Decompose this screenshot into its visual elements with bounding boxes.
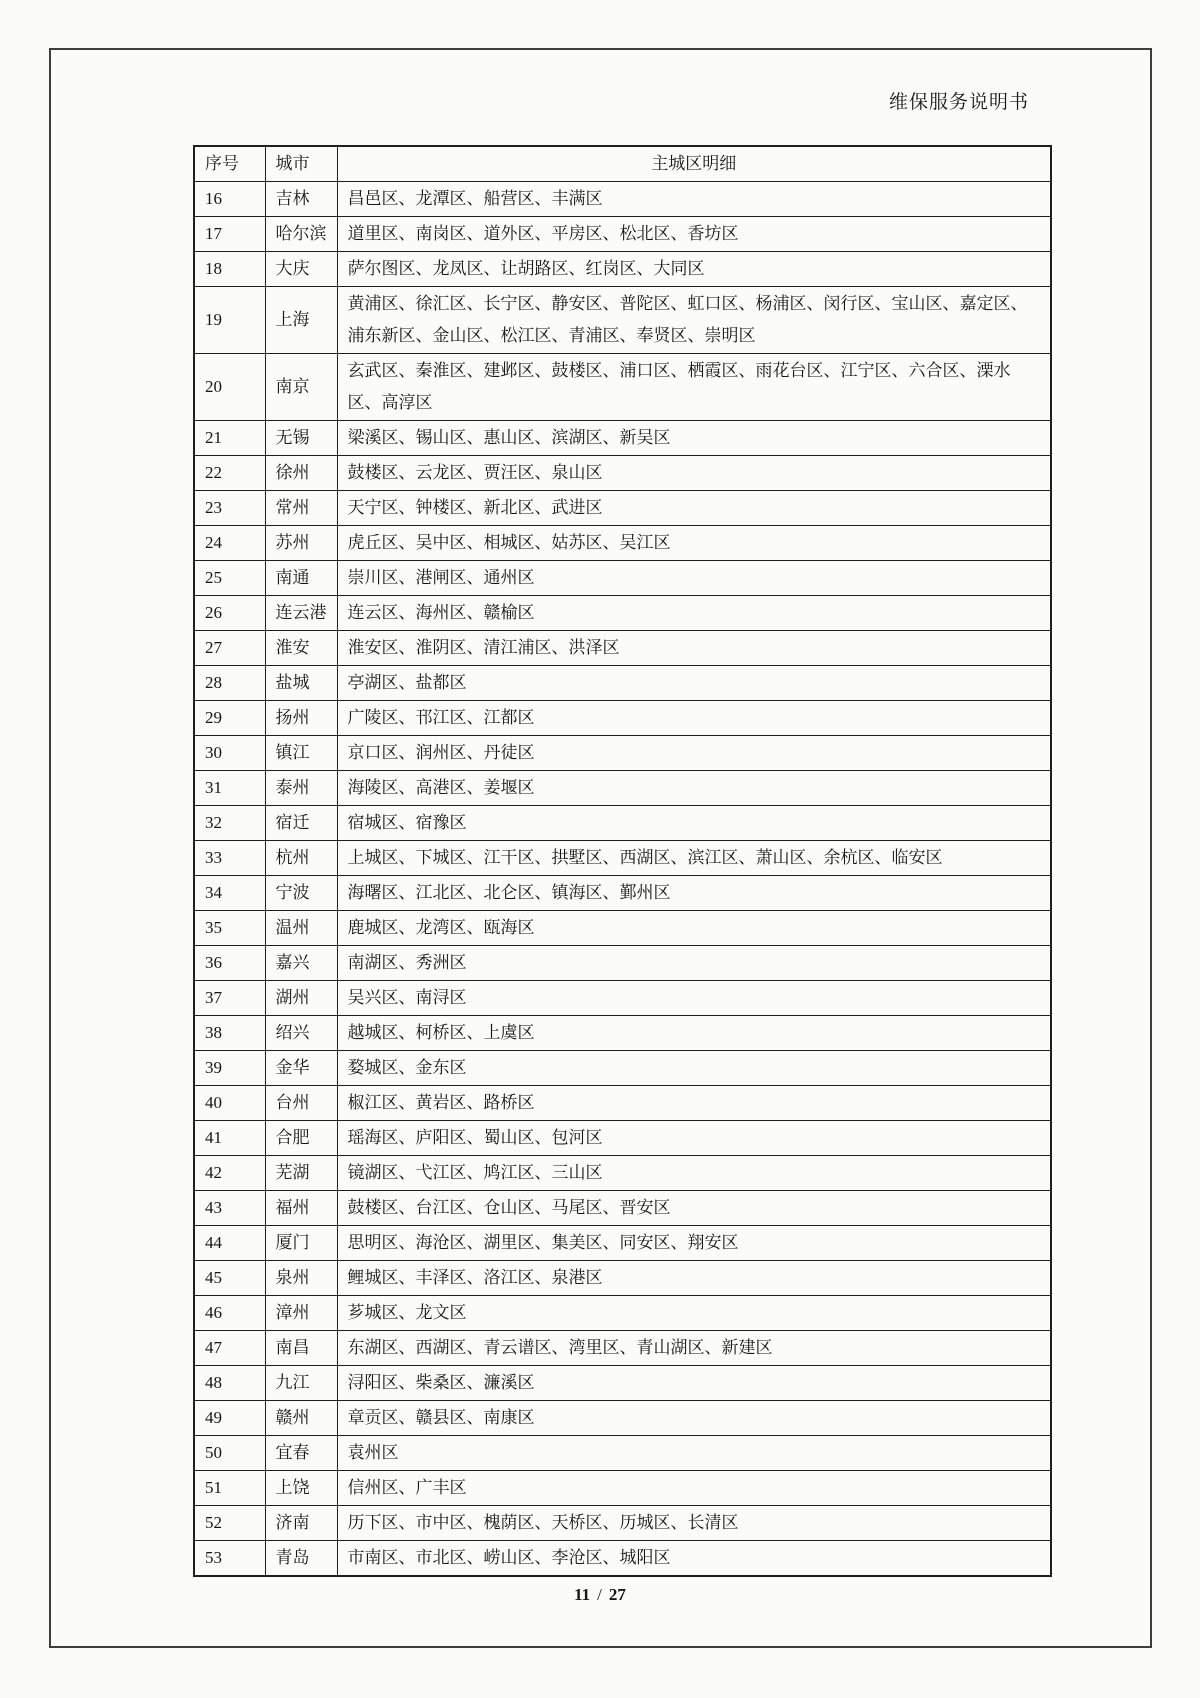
row-no: 32 <box>194 806 265 841</box>
row-districts: 越城区、柯桥区、上虞区 <box>337 1016 1051 1051</box>
row-no: 31 <box>194 771 265 806</box>
row-city: 福州 <box>265 1191 337 1226</box>
row-city: 常州 <box>265 491 337 526</box>
row-no: 23 <box>194 491 265 526</box>
districts-table <box>193 145 1052 1577</box>
table-row <box>194 1471 1051 1506</box>
page-number-separator: / <box>597 1585 602 1604</box>
table-row <box>194 182 1051 217</box>
row-districts: 宿城区、宿豫区 <box>337 806 1051 841</box>
row-city: 嘉兴 <box>265 946 337 981</box>
row-no: 49 <box>194 1401 265 1436</box>
row-city: 济南 <box>265 1506 337 1541</box>
row-no: 29 <box>194 701 265 736</box>
row-districts: 鼓楼区、台江区、仓山区、马尾区、晋安区 <box>337 1191 1051 1226</box>
row-city: 淮安 <box>265 631 337 666</box>
row-city: 上海 <box>265 287 337 354</box>
table-row <box>194 421 1051 456</box>
column-header-city: 城市 <box>265 146 337 182</box>
table-row <box>194 1401 1051 1436</box>
table-row <box>194 666 1051 701</box>
table-row <box>194 1331 1051 1366</box>
table-row <box>194 981 1051 1016</box>
table-row <box>194 631 1051 666</box>
row-no: 28 <box>194 666 265 701</box>
row-city: 芜湖 <box>265 1156 337 1191</box>
row-no: 36 <box>194 946 265 981</box>
row-no: 26 <box>194 596 265 631</box>
table-row <box>194 1191 1051 1226</box>
row-city: 温州 <box>265 911 337 946</box>
table-row <box>194 1261 1051 1296</box>
row-districts: 道里区、南岗区、道外区、平房区、松北区、香坊区 <box>337 217 1051 252</box>
row-city: 连云港 <box>265 596 337 631</box>
table-row <box>194 1541 1051 1577</box>
row-city: 大庆 <box>265 252 337 287</box>
row-no: 40 <box>194 1086 265 1121</box>
row-city: 湖州 <box>265 981 337 1016</box>
row-districts: 婺城区、金东区 <box>337 1051 1051 1086</box>
table-row <box>194 491 1051 526</box>
row-city: 赣州 <box>265 1401 337 1436</box>
row-city: 宜春 <box>265 1436 337 1471</box>
row-districts: 南湖区、秀洲区 <box>337 946 1051 981</box>
row-no: 33 <box>194 841 265 876</box>
row-districts: 东湖区、西湖区、青云谱区、湾里区、青山湖区、新建区 <box>337 1331 1051 1366</box>
row-city: 苏州 <box>265 526 337 561</box>
row-districts: 浔阳区、柴桑区、濂溪区 <box>337 1366 1051 1401</box>
row-no: 18 <box>194 252 265 287</box>
page-number <box>0 1585 1200 1605</box>
row-districts: 海曙区、江北区、北仑区、镇海区、鄞州区 <box>337 876 1051 911</box>
table-row <box>194 1086 1051 1121</box>
row-city: 金华 <box>265 1051 337 1086</box>
row-city: 泉州 <box>265 1261 337 1296</box>
row-districts: 芗城区、龙文区 <box>337 1296 1051 1331</box>
table-row <box>194 911 1051 946</box>
row-districts: 天宁区、钟楼区、新北区、武进区 <box>337 491 1051 526</box>
row-city: 吉林 <box>265 182 337 217</box>
row-districts: 鼓楼区、云龙区、贾汪区、泉山区 <box>337 456 1051 491</box>
table-row <box>194 876 1051 911</box>
row-city: 九江 <box>265 1366 337 1401</box>
row-no: 46 <box>194 1296 265 1331</box>
document-header-title: 维保服务说明书 <box>889 92 1030 113</box>
row-districts: 吴兴区、南浔区 <box>337 981 1051 1016</box>
row-no: 35 <box>194 911 265 946</box>
row-city: 南京 <box>265 354 337 421</box>
table-row <box>194 1016 1051 1051</box>
table-row <box>194 736 1051 771</box>
table-row <box>194 217 1051 252</box>
row-city: 南昌 <box>265 1331 337 1366</box>
table-row <box>194 456 1051 491</box>
page-number-current: 11 <box>574 1585 591 1604</box>
row-no: 38 <box>194 1016 265 1051</box>
row-districts: 亭湖区、盐都区 <box>337 666 1051 701</box>
row-no: 39 <box>194 1051 265 1086</box>
table-row <box>194 561 1051 596</box>
row-city: 漳州 <box>265 1296 337 1331</box>
row-city: 扬州 <box>265 701 337 736</box>
row-city: 哈尔滨 <box>265 217 337 252</box>
row-districts: 黄浦区、徐汇区、长宁区、静安区、普陀区、虹口区、杨浦区、闵行区、宝山区、嘉定区、浦东新区、金山区、松江区、青浦区、奉贤区、崇明区 <box>337 287 1051 354</box>
row-no: 34 <box>194 876 265 911</box>
table-row <box>194 1156 1051 1191</box>
row-city: 台州 <box>265 1086 337 1121</box>
table-row <box>194 1121 1051 1156</box>
table-row <box>194 596 1051 631</box>
row-no: 43 <box>194 1191 265 1226</box>
page-number-total: 27 <box>608 1585 626 1604</box>
table-row <box>194 1366 1051 1401</box>
row-districts: 瑶海区、庐阳区、蜀山区、包河区 <box>337 1121 1051 1156</box>
row-districts: 信州区、广丰区 <box>337 1471 1051 1506</box>
row-no: 17 <box>194 217 265 252</box>
row-no: 44 <box>194 1226 265 1261</box>
table-row <box>194 1051 1051 1086</box>
column-header-no: 序号 <box>194 146 265 182</box>
row-city: 杭州 <box>265 841 337 876</box>
row-districts: 镜湖区、弋江区、鸠江区、三山区 <box>337 1156 1051 1191</box>
row-no: 22 <box>194 456 265 491</box>
table-row <box>194 252 1051 287</box>
row-city: 徐州 <box>265 456 337 491</box>
table-row <box>194 806 1051 841</box>
table-row <box>194 946 1051 981</box>
row-districts: 上城区、下城区、江干区、拱墅区、西湖区、滨江区、萧山区、余杭区、临安区 <box>337 841 1051 876</box>
table-row <box>194 354 1051 421</box>
row-city: 上饶 <box>265 1471 337 1506</box>
row-no: 48 <box>194 1366 265 1401</box>
row-districts: 萨尔图区、龙凤区、让胡路区、红岗区、大同区 <box>337 252 1051 287</box>
row-city: 镇江 <box>265 736 337 771</box>
row-districts: 袁州区 <box>337 1436 1051 1471</box>
row-districts: 思明区、海沧区、湖里区、集美区、同安区、翔安区 <box>337 1226 1051 1261</box>
row-districts: 连云区、海州区、赣榆区 <box>337 596 1051 631</box>
row-districts: 海陵区、高港区、姜堰区 <box>337 771 1051 806</box>
row-city: 泰州 <box>265 771 337 806</box>
row-no: 41 <box>194 1121 265 1156</box>
row-no: 51 <box>194 1471 265 1506</box>
row-city: 宁波 <box>265 876 337 911</box>
row-districts: 崇川区、港闸区、通州区 <box>337 561 1051 596</box>
row-no: 45 <box>194 1261 265 1296</box>
row-districts: 历下区、市中区、槐荫区、天桥区、历城区、长清区 <box>337 1506 1051 1541</box>
row-no: 16 <box>194 182 265 217</box>
row-districts: 椒江区、黄岩区、路桥区 <box>337 1086 1051 1121</box>
row-districts: 鲤城区、丰泽区、洛江区、泉港区 <box>337 1261 1051 1296</box>
row-no: 37 <box>194 981 265 1016</box>
table-row <box>194 841 1051 876</box>
row-districts: 章贡区、赣县区、南康区 <box>337 1401 1051 1436</box>
table-row <box>194 771 1051 806</box>
row-city: 南通 <box>265 561 337 596</box>
table-row <box>194 287 1051 354</box>
row-city: 青岛 <box>265 1541 337 1577</box>
table-header-row <box>194 146 1051 182</box>
row-no: 30 <box>194 736 265 771</box>
row-city: 厦门 <box>265 1226 337 1261</box>
table-body <box>194 182 1051 1577</box>
row-no: 50 <box>194 1436 265 1471</box>
table-row <box>194 701 1051 736</box>
row-no: 25 <box>194 561 265 596</box>
row-city: 宿迁 <box>265 806 337 841</box>
row-no: 20 <box>194 354 265 421</box>
row-no: 27 <box>194 631 265 666</box>
table-row <box>194 1296 1051 1331</box>
row-districts: 广陵区、邗江区、江都区 <box>337 701 1051 736</box>
row-city: 盐城 <box>265 666 337 701</box>
column-header-districts: 主城区明细 <box>337 146 1051 182</box>
row-city: 绍兴 <box>265 1016 337 1051</box>
row-no: 47 <box>194 1331 265 1366</box>
row-no: 53 <box>194 1541 265 1577</box>
row-districts: 淮安区、淮阴区、清江浦区、洪泽区 <box>337 631 1051 666</box>
row-no: 21 <box>194 421 265 456</box>
row-districts: 玄武区、秦淮区、建邺区、鼓楼区、浦口区、栖霞区、雨花台区、江宁区、六合区、溧水区、高淳区 <box>337 354 1051 421</box>
row-districts: 京口区、润州区、丹徒区 <box>337 736 1051 771</box>
row-no: 24 <box>194 526 265 561</box>
row-no: 19 <box>194 287 265 354</box>
row-districts: 市南区、市北区、崂山区、李沧区、城阳区 <box>337 1541 1051 1577</box>
row-no: 42 <box>194 1156 265 1191</box>
table-row <box>194 1436 1051 1471</box>
table-row <box>194 1506 1051 1541</box>
table-row <box>194 526 1051 561</box>
row-city: 无锡 <box>265 421 337 456</box>
row-districts: 虎丘区、吴中区、相城区、姑苏区、吴江区 <box>337 526 1051 561</box>
row-no: 52 <box>194 1506 265 1541</box>
row-districts: 梁溪区、锡山区、惠山区、滨湖区、新吴区 <box>337 421 1051 456</box>
row-city: 合肥 <box>265 1121 337 1156</box>
table-row <box>194 1226 1051 1261</box>
row-districts: 鹿城区、龙湾区、瓯海区 <box>337 911 1051 946</box>
row-districts: 昌邑区、龙潭区、船营区、丰满区 <box>337 182 1051 217</box>
